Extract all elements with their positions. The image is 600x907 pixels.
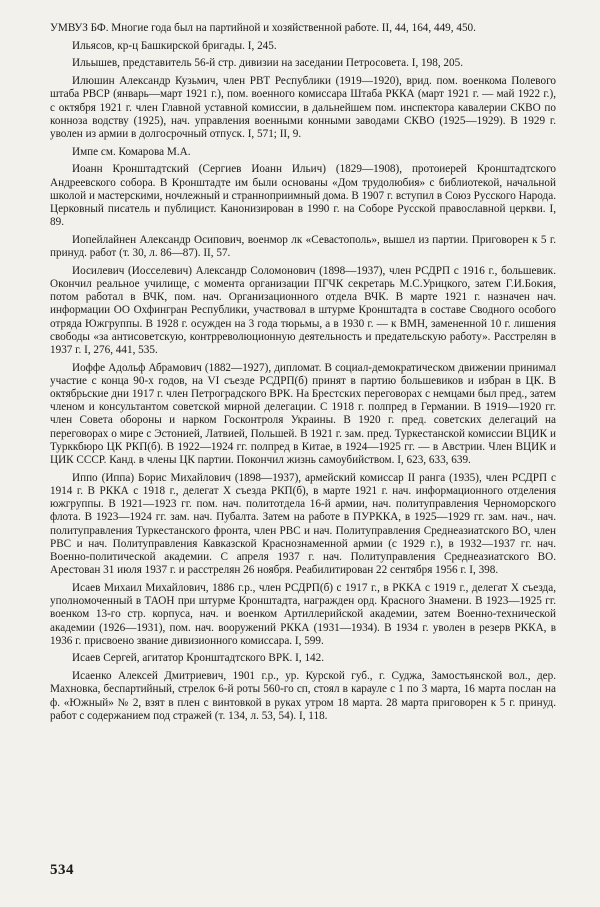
index-entries xyxy=(50,22,556,723)
index-entry: Иосилевич (Иосселевич) Александр Соломонович (1898—1937), член РСДРП с 1916 г., большевик. Окончил реальное училище, с момента организации ПГЧК секретарь М.С.Урицкого, затем Г.И.Бокия, потом работал в ВЧК, пом. нач. Организационного отдела ВЧК. В марте 1921 г. назначен нач. информации ОО Охфингран Республики, участвовал в штурме Кронштадта в составе Сводного особого отряда Южгруппы. В 1928 г. осужден на 3 года тюрьмы, а в 1930 г. — к ВМН, замененной 10 г. лишения свободы «за антисоветскую, контрреволюционную деятельность и предательскую работу». Расстрелян в 1937 г. I, 276, 441, 535. xyxy=(50,264,556,356)
index-entry: УМВУЗ БФ. Многие года был на партийной и хозяйственной работе. II, 44, 164, 449, 450. xyxy=(50,22,476,34)
index-entry: Иппо (Иппа) Борис Михайлович (1898—1937), армейский комиссар II ранга (1935), член РСДРП с 1914 г. В РККА с 1918 г., делегат X съезда РКП(б), в марте 1921 г. нач. информационного отделения южгруппы. В 1921—1923 гг. пом. нач. политотдела 16-й армии, нач. политуправления Черноморского флота. В 1923—1924 гг. зам. нач. Пубалта. Затем на работе в ПУРККА, в 1925—1929 гг. зам. нач., нач. политуправления Туркестанского фронта, член РВС и нач. Политуправления Среднеазиатского ВО, член РВС и нач. Политуправления Кавказской Краснознаменной армии (с 1929 г.), в 1932—1937 гг. нач. Военно-политической академии. С апреля 1937 г. нач. Политуправления Среднеазиатского ВО. Арестован 31 июля 1937 г. и расстрелян 26 ноября. Реабилитирован 22 сентября 1956 г. I, 398. xyxy=(50,471,556,577)
index-entry: Импе см. Комарова М.А. xyxy=(72,145,191,158)
page-number: 534 xyxy=(50,862,74,878)
index-entry: Ильясов, кр-ц Башкирской бригады. I, 245. xyxy=(72,39,277,52)
index-entry: Иоанн Кронштадтский (Сергиев Иоанн Ильич) (1829—1908), протоиерей Кронштадтского Андреевского собора. В Кронштадте им были основаны «Дом трудолюбия» с библиотекой, начальной школой и мастерскими, ночлежный и странноприимный дома. В 1907 г. вступил в Союз Русского Народа. Церковный писатель и публицист. Канонизирован в 1990 г. на Соборе Русской православной церкви. I, 89. xyxy=(50,163,556,229)
index-entry: Исаев Сергей, агитатор Кронштадтского ВРК. I, 142. xyxy=(72,652,325,665)
index-entry: Ильышев, представитель 56-й стр. дивизии на заседании Петросовета. I, 198, 205. xyxy=(72,57,464,70)
index-entry: Исаев Михаил Михайлович, 1886 г.р., член РСДРП(б) с 1917 г., в РККА с 1919 г., делегат X съезда, уполномоченный в ТАОН при штурме Кронштадта, награжден орд. Красного Знамени. В 1923—1925 гг. военком 13-го стр. корпуса, нач. и военком Артиллерийской академии, затем Военно-технической академии (1926—1931), пом. нач. вооружений РККА (1931—1934). В 1934 г. уволен в резерв РККА, в 1936 г. присвоено звание дивизионного комиссара. I, 599. xyxy=(50,581,556,647)
index-entry: Исаенко Алексей Дмитриевич, 1901 г.р., ур. Курской губ., г. Суджа, Замостьянской вол., дер. Махновка, беспартийный, стрелок 6-й роты 560-го сп, стоял в карауле с 1 по 3 марта, 16 марта послан на ф. «Южный» № 2, взят в плен с винтовкой в руках утром 18 марта. 28 марта приговорен к 5 г. принуд. работ с содержанием под стражей (т. 134, л. 53, 54). I, 118. xyxy=(50,670,556,722)
index-entry: Иоффе Адольф Абрамович (1882—1927), дипломат. В социал-демократическом движении принимал участие с конца 90-х годов, на VI съезде РСДРП(б) принят в партию большевиков и избран в ЦК. В октябрьские дни 1917 г. член Петроградского ВРК. На Брестских переговорах с немцами был пред., затем членом и консультантом советской мирной делегации. С 1918 г. полпред в Германии. В 1919—1920 гг. член Совета обороны и нарком Госконтроля Украины. В 1920 г. пред. советских делегаций на переговорах о мире с Эстонией, Латвией, Польшей. В 1921 г. зам. пред. Туркестанской комиссии ВЦИК и Турккбюро ЦК РКП(б). В 1922—1924 гг. полпред в Китае, в 1924—1925 гг. — в Австрии. Член ВЦИК и ЦИК СССР. Канд. в члены ЦК партии. Покончил жизнь самоубийством. I, 623, 633, 639. xyxy=(50,361,556,467)
index-entry: Илюшин Александр Кузьмич, член РВТ Республики (1919—1920), врид. пом. военкома Полевого штаба РВСР (январь—март 1921 г.), пом. военного комиссара Штаба РККА (март 1921 г. — май 1922 г.), с октября 1921 г. член Главной уставной комиссии, в дальнейшем пом. инспектора кавалерии СКВО по конноза водству (1925), нач. управления военными конными заводами СКВО (1925—1929). В 1929 г. уволен из армии в долгосрочный отпуск. I, 571; II, 9. xyxy=(50,75,556,140)
index-entry: Иопейлайнен Александр Осипович, военмор лк «Севастополь», вышел из партии. Приговорен к 5 г. принуд. работ (т. 30, л. 86—87). II, 57. xyxy=(50,233,556,260)
